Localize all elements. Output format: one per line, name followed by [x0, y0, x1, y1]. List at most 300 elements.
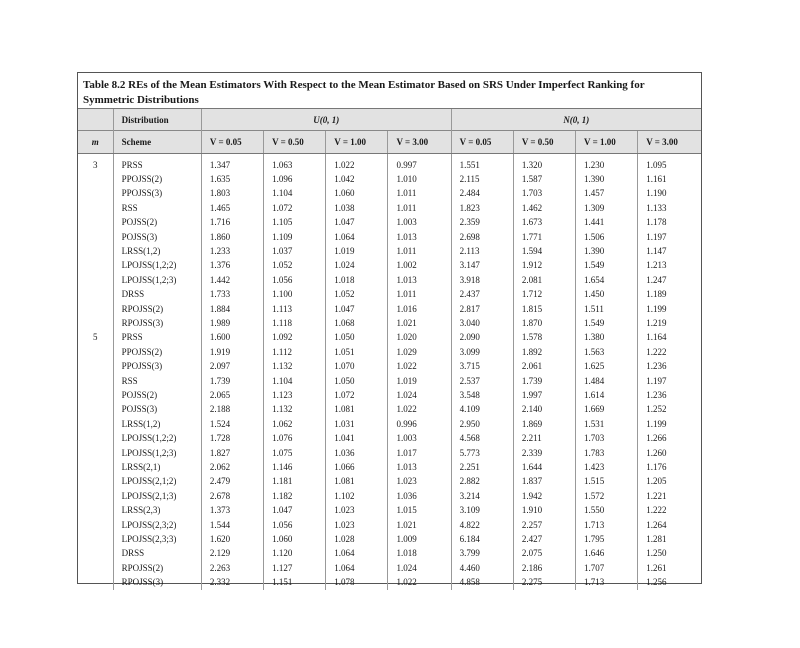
value-cell: 1.023 — [326, 503, 388, 517]
value-cell: 3.548 — [451, 388, 513, 402]
value-cell: 1.064 — [326, 230, 388, 244]
value-cell: 1.011 — [388, 287, 451, 301]
value-cell: 3.147 — [451, 258, 513, 272]
value-cell: 2.075 — [513, 546, 575, 560]
value-cell: 1.133 — [638, 201, 701, 215]
value-cell: 1.190 — [638, 186, 701, 200]
m-cell — [78, 287, 113, 301]
m-cell — [78, 230, 113, 244]
value-cell: 1.104 — [264, 186, 326, 200]
scheme-cell: RPOJSS(3) — [113, 316, 201, 330]
m-cell — [78, 273, 113, 287]
value-cell: 2.081 — [513, 273, 575, 287]
value-cell: 1.515 — [576, 474, 638, 488]
value-cell: 1.803 — [201, 186, 263, 200]
re-table — [78, 108, 701, 590]
value-cell: 5.773 — [451, 446, 513, 460]
scheme-cell: PPOJSS(2) — [113, 172, 201, 186]
table-row — [78, 575, 701, 589]
value-cell: 1.635 — [201, 172, 263, 186]
value-cell: 3.109 — [451, 503, 513, 517]
header-row-scheme — [78, 131, 701, 154]
value-cell: 2.263 — [201, 561, 263, 575]
distribution-header: Distribution — [113, 109, 201, 131]
value-cell: 1.011 — [388, 201, 451, 215]
value-cell: 1.815 — [513, 302, 575, 316]
table-row — [78, 215, 701, 229]
table-row — [78, 273, 701, 287]
value-cell: 1.462 — [513, 201, 575, 215]
value-cell: 1.003 — [388, 431, 451, 445]
table-row — [78, 258, 701, 272]
value-cell: 1.376 — [201, 258, 263, 272]
value-cell: 1.024 — [388, 388, 451, 402]
normal-header: N(0, 1) — [451, 109, 701, 131]
value-cell: 1.281 — [638, 532, 701, 546]
value-cell: 3.715 — [451, 359, 513, 373]
table-row — [78, 302, 701, 316]
value-cell: 2.484 — [451, 186, 513, 200]
value-cell: 1.221 — [638, 489, 701, 503]
value-cell: 2.339 — [513, 446, 575, 460]
value-cell: 4.460 — [451, 561, 513, 575]
value-cell: 1.009 — [388, 532, 451, 546]
value-cell: 1.056 — [264, 518, 326, 532]
value-cell: 1.614 — [576, 388, 638, 402]
value-cell: 1.390 — [576, 244, 638, 258]
value-cell: 1.250 — [638, 546, 701, 560]
value-cell: 1.010 — [388, 172, 451, 186]
value-cell: 1.081 — [326, 474, 388, 488]
value-cell: 1.100 — [264, 287, 326, 301]
value-cell: 4.822 — [451, 518, 513, 532]
value-cell: 1.060 — [326, 186, 388, 200]
value-cell: 2.950 — [451, 417, 513, 431]
value-cell: 1.022 — [388, 575, 451, 589]
value-cell: 1.113 — [264, 302, 326, 316]
value-cell: 1.654 — [576, 273, 638, 287]
value-cell: 1.252 — [638, 402, 701, 416]
value-cell: 1.081 — [326, 402, 388, 416]
value-cell: 1.031 — [326, 417, 388, 431]
table-row — [78, 201, 701, 215]
table-row — [78, 546, 701, 560]
m-cell — [78, 575, 113, 589]
v-header: V = 0.50 — [264, 131, 326, 154]
scheme-cell: LPOJSS(2,1;2) — [113, 474, 201, 488]
value-cell: 1.795 — [576, 532, 638, 546]
scheme-cell: POJSS(3) — [113, 402, 201, 416]
value-cell: 1.860 — [201, 230, 263, 244]
table-row — [78, 330, 701, 344]
value-cell: 1.441 — [576, 215, 638, 229]
scheme-cell: RSS — [113, 201, 201, 215]
value-cell: 1.036 — [388, 489, 451, 503]
value-cell: 3.918 — [451, 273, 513, 287]
value-cell: 1.047 — [326, 215, 388, 229]
scheme-cell: LPOJSS(2,3;3) — [113, 532, 201, 546]
value-cell: 1.912 — [513, 258, 575, 272]
value-cell: 1.236 — [638, 359, 701, 373]
value-cell: 1.712 — [513, 287, 575, 301]
value-cell: 1.771 — [513, 230, 575, 244]
value-cell: 1.132 — [264, 359, 326, 373]
value-cell: 4.858 — [451, 575, 513, 589]
m-cell — [78, 532, 113, 546]
value-cell: 1.716 — [201, 215, 263, 229]
scheme-header: Scheme — [113, 131, 201, 154]
value-cell: 1.047 — [264, 503, 326, 517]
value-cell: 1.022 — [388, 359, 451, 373]
value-cell: 3.040 — [451, 316, 513, 330]
value-cell: 1.256 — [638, 575, 701, 589]
value-cell: 1.038 — [326, 201, 388, 215]
m-cell — [78, 546, 113, 560]
value-cell: 1.062 — [264, 417, 326, 431]
value-cell: 1.197 — [638, 230, 701, 244]
value-cell: 1.056 — [264, 273, 326, 287]
value-cell: 1.066 — [326, 460, 388, 474]
m-cell — [78, 215, 113, 229]
value-cell: 1.011 — [388, 186, 451, 200]
value-cell: 1.063 — [264, 158, 326, 172]
value-cell: 1.109 — [264, 230, 326, 244]
value-cell: 1.120 — [264, 546, 326, 560]
value-cell: 2.437 — [451, 287, 513, 301]
value-cell: 1.380 — [576, 330, 638, 344]
value-cell: 1.024 — [388, 561, 451, 575]
m-cell — [78, 431, 113, 445]
table-row — [78, 230, 701, 244]
value-cell: 1.347 — [201, 158, 263, 172]
scheme-cell: LPOJSS(1,2;2) — [113, 258, 201, 272]
value-cell: 2.817 — [451, 302, 513, 316]
value-cell: 2.062 — [201, 460, 263, 474]
value-cell: 1.390 — [576, 172, 638, 186]
v-header: V = 0.50 — [513, 131, 575, 154]
m-cell — [78, 402, 113, 416]
table-row — [78, 186, 701, 200]
value-cell: 2.698 — [451, 230, 513, 244]
value-cell: 1.450 — [576, 287, 638, 301]
scheme-cell: POJSS(2) — [113, 388, 201, 402]
scheme-cell: POJSS(2) — [113, 215, 201, 229]
value-cell: 2.065 — [201, 388, 263, 402]
value-cell: 2.251 — [451, 460, 513, 474]
v-header: V = 3.00 — [388, 131, 451, 154]
scheme-cell: RSS — [113, 374, 201, 388]
value-cell: 1.024 — [326, 258, 388, 272]
value-cell: 2.257 — [513, 518, 575, 532]
value-cell: 2.882 — [451, 474, 513, 488]
value-cell: 1.713 — [576, 575, 638, 589]
scheme-cell: LPOJSS(1,2;2) — [113, 431, 201, 445]
value-cell: 1.669 — [576, 402, 638, 416]
table-row — [78, 431, 701, 445]
scheme-cell: LRSS(2,3) — [113, 503, 201, 517]
table-caption: Table 8.2 REs of the Mean Estimators With Respect to the Mean Estimator Based on SRS Under Imperfect Ranking for Symmetric Distributions — [83, 79, 645, 106]
header-row-distribution — [78, 109, 701, 131]
value-cell: 3.214 — [451, 489, 513, 503]
value-cell: 1.236 — [638, 388, 701, 402]
value-cell: 1.457 — [576, 186, 638, 200]
uniform-header: U(0, 1) — [201, 109, 451, 131]
table-row — [78, 158, 701, 172]
v-header: V = 0.05 — [201, 131, 263, 154]
scheme-cell: PPOJSS(2) — [113, 345, 201, 359]
value-cell: 4.109 — [451, 402, 513, 416]
value-cell: 2.275 — [513, 575, 575, 589]
value-cell: 1.728 — [201, 431, 263, 445]
value-cell: 1.997 — [513, 388, 575, 402]
scheme-cell: PPOJSS(3) — [113, 359, 201, 373]
m-cell — [78, 446, 113, 460]
value-cell: 2.211 — [513, 431, 575, 445]
value-cell: 1.703 — [576, 431, 638, 445]
value-cell: 1.015 — [388, 503, 451, 517]
value-cell: 2.186 — [513, 561, 575, 575]
value-cell: 1.673 — [513, 215, 575, 229]
value-cell: 1.264 — [638, 518, 701, 532]
value-cell: 1.910 — [513, 503, 575, 517]
value-cell: 1.050 — [326, 374, 388, 388]
value-cell: 1.837 — [513, 474, 575, 488]
scheme-cell: LPOJSS(2,1;3) — [113, 489, 201, 503]
header-blank-cell — [78, 109, 113, 131]
value-cell: 1.147 — [638, 244, 701, 258]
v-header: V = 1.00 — [576, 131, 638, 154]
value-cell: 1.020 — [388, 330, 451, 344]
value-cell: 1.161 — [638, 172, 701, 186]
value-cell: 1.023 — [388, 474, 451, 488]
value-cell: 1.587 — [513, 172, 575, 186]
table-row — [78, 489, 701, 503]
value-cell: 0.997 — [388, 158, 451, 172]
value-cell: 1.823 — [451, 201, 513, 215]
value-cell: 1.060 — [264, 532, 326, 546]
value-cell: 2.090 — [451, 330, 513, 344]
v-header: V = 3.00 — [638, 131, 701, 154]
scheme-cell: POJSS(3) — [113, 230, 201, 244]
value-cell: 1.123 — [264, 388, 326, 402]
value-cell: 1.021 — [388, 518, 451, 532]
value-cell: 0.996 — [388, 417, 451, 431]
value-cell: 4.568 — [451, 431, 513, 445]
value-cell: 2.332 — [201, 575, 263, 589]
value-cell: 1.072 — [264, 201, 326, 215]
m-cell — [78, 474, 113, 488]
value-cell: 1.013 — [388, 273, 451, 287]
m-cell — [78, 503, 113, 517]
value-cell: 2.359 — [451, 215, 513, 229]
table-row — [78, 244, 701, 258]
value-cell: 1.266 — [638, 431, 701, 445]
value-cell: 1.544 — [201, 518, 263, 532]
value-cell: 1.016 — [388, 302, 451, 316]
value-cell: 1.078 — [326, 575, 388, 589]
value-cell: 1.531 — [576, 417, 638, 431]
value-cell: 1.146 — [264, 460, 326, 474]
value-cell: 1.021 — [388, 316, 451, 330]
m-cell — [78, 316, 113, 330]
value-cell: 1.018 — [326, 273, 388, 287]
value-cell: 1.017 — [388, 446, 451, 460]
value-cell: 1.572 — [576, 489, 638, 503]
value-cell: 1.164 — [638, 330, 701, 344]
value-cell: 2.061 — [513, 359, 575, 373]
value-cell: 1.019 — [326, 244, 388, 258]
value-cell: 1.052 — [264, 258, 326, 272]
value-cell: 1.233 — [201, 244, 263, 258]
value-cell: 1.029 — [388, 345, 451, 359]
value-cell: 1.739 — [201, 374, 263, 388]
value-cell: 1.197 — [638, 374, 701, 388]
scheme-cell: LPOJSS(1,2;3) — [113, 446, 201, 460]
value-cell: 1.023 — [326, 518, 388, 532]
table-row — [78, 345, 701, 359]
value-cell: 1.013 — [388, 230, 451, 244]
scheme-cell: LPOJSS(2,3;2) — [113, 518, 201, 532]
value-cell: 2.140 — [513, 402, 575, 416]
m-cell — [78, 489, 113, 503]
scheme-cell: PRSS — [113, 330, 201, 344]
value-cell: 6.184 — [451, 532, 513, 546]
value-cell: 1.096 — [264, 172, 326, 186]
value-cell: 2.113 — [451, 244, 513, 258]
table-row — [78, 518, 701, 532]
value-cell: 1.551 — [451, 158, 513, 172]
value-cell: 1.989 — [201, 316, 263, 330]
table-row — [78, 287, 701, 301]
table-row — [78, 172, 701, 186]
m-cell — [78, 201, 113, 215]
value-cell: 1.230 — [576, 158, 638, 172]
value-cell: 1.178 — [638, 215, 701, 229]
value-cell: 2.115 — [451, 172, 513, 186]
m-cell — [78, 374, 113, 388]
value-cell: 1.442 — [201, 273, 263, 287]
value-cell: 1.713 — [576, 518, 638, 532]
table-row — [78, 532, 701, 546]
scheme-cell: RPOJSS(2) — [113, 561, 201, 575]
table-row — [78, 417, 701, 431]
value-cell: 1.222 — [638, 345, 701, 359]
value-cell: 1.373 — [201, 503, 263, 517]
value-cell: 1.620 — [201, 532, 263, 546]
value-cell: 1.064 — [326, 561, 388, 575]
value-cell: 1.118 — [264, 316, 326, 330]
value-cell: 1.594 — [513, 244, 575, 258]
value-cell: 1.003 — [388, 215, 451, 229]
value-cell: 1.070 — [326, 359, 388, 373]
value-cell: 1.199 — [638, 417, 701, 431]
value-cell: 2.479 — [201, 474, 263, 488]
m-cell — [78, 244, 113, 258]
m-header: m — [78, 131, 113, 154]
value-cell: 1.022 — [388, 402, 451, 416]
value-cell: 1.112 — [264, 345, 326, 359]
value-cell: 1.919 — [201, 345, 263, 359]
value-cell: 1.013 — [388, 460, 451, 474]
scheme-cell: LRSS(2,1) — [113, 460, 201, 474]
value-cell: 1.002 — [388, 258, 451, 272]
value-cell: 1.205 — [638, 474, 701, 488]
scheme-cell: PRSS — [113, 158, 201, 172]
table-row — [78, 402, 701, 416]
value-cell: 1.869 — [513, 417, 575, 431]
m-cell — [78, 417, 113, 431]
value-cell: 1.827 — [201, 446, 263, 460]
value-cell: 1.625 — [576, 359, 638, 373]
value-cell: 1.213 — [638, 258, 701, 272]
value-cell: 1.181 — [264, 474, 326, 488]
table-row — [78, 460, 701, 474]
value-cell: 1.036 — [326, 446, 388, 460]
value-cell: 1.095 — [638, 158, 701, 172]
value-cell: 1.022 — [326, 158, 388, 172]
value-cell: 1.047 — [326, 302, 388, 316]
value-cell: 1.127 — [264, 561, 326, 575]
value-cell: 1.578 — [513, 330, 575, 344]
scheme-cell: RPOJSS(2) — [113, 302, 201, 316]
table-frame — [77, 72, 702, 588]
value-cell: 1.739 — [513, 374, 575, 388]
value-cell: 1.222 — [638, 503, 701, 517]
value-cell: 1.511 — [576, 302, 638, 316]
value-cell: 1.549 — [576, 258, 638, 272]
table-row — [78, 446, 701, 460]
value-cell: 1.309 — [576, 201, 638, 215]
value-cell: 3.099 — [451, 345, 513, 359]
m-cell — [78, 561, 113, 575]
value-cell: 1.176 — [638, 460, 701, 474]
value-cell: 1.484 — [576, 374, 638, 388]
value-cell: 1.247 — [638, 273, 701, 287]
value-cell: 1.549 — [576, 316, 638, 330]
value-cell: 3.799 — [451, 546, 513, 560]
value-cell: 1.050 — [326, 330, 388, 344]
value-cell: 1.423 — [576, 460, 638, 474]
scheme-cell: LRSS(1,2) — [113, 417, 201, 431]
v-header: V = 0.05 — [451, 131, 513, 154]
value-cell: 1.011 — [388, 244, 451, 258]
value-cell: 2.188 — [201, 402, 263, 416]
value-cell: 1.042 — [326, 172, 388, 186]
scheme-cell: LRSS(1,2) — [113, 244, 201, 258]
m-cell — [78, 302, 113, 316]
m-cell — [78, 388, 113, 402]
value-cell: 1.189 — [638, 287, 701, 301]
value-cell: 1.524 — [201, 417, 263, 431]
value-cell: 1.219 — [638, 316, 701, 330]
value-cell: 1.076 — [264, 431, 326, 445]
value-cell: 1.104 — [264, 374, 326, 388]
value-cell: 1.261 — [638, 561, 701, 575]
value-cell: 1.182 — [264, 489, 326, 503]
value-cell: 1.703 — [513, 186, 575, 200]
scheme-cell: LPOJSS(1,2;3) — [113, 273, 201, 287]
value-cell: 2.678 — [201, 489, 263, 503]
value-cell: 1.884 — [201, 302, 263, 316]
value-cell: 2.537 — [451, 374, 513, 388]
m-cell — [78, 359, 113, 373]
m-cell — [78, 518, 113, 532]
value-cell: 1.707 — [576, 561, 638, 575]
m-cell — [78, 172, 113, 186]
table-row — [78, 503, 701, 517]
value-cell: 1.892 — [513, 345, 575, 359]
value-cell: 1.068 — [326, 316, 388, 330]
